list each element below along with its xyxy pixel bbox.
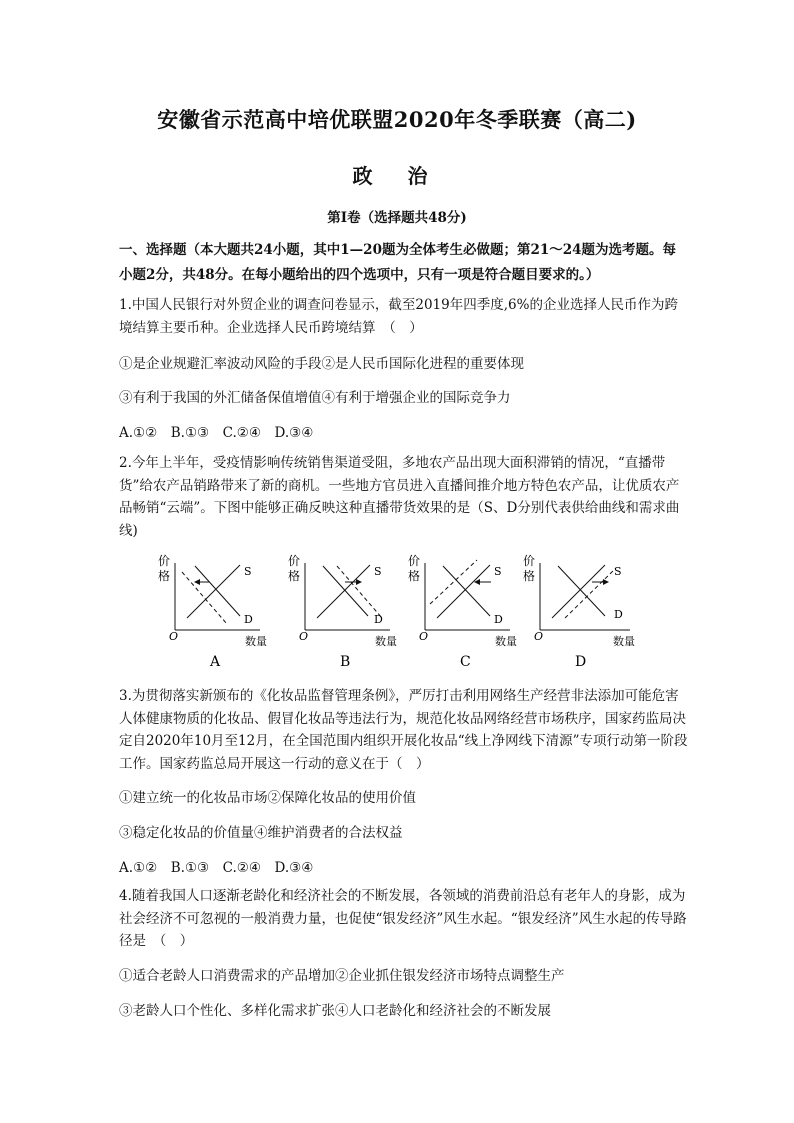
shifted-supply-curve	[430, 560, 477, 604]
supply-curve	[187, 565, 240, 618]
price-axis-label-1: 价	[523, 554, 536, 568]
price-axis-label-1: 价	[288, 554, 301, 568]
figures-svg	[155, 548, 645, 678]
price-axis-label-1: 价	[158, 554, 171, 568]
demand-label: D	[374, 613, 383, 626]
panel-label-d: D	[575, 654, 587, 670]
supply-demand-figures	[155, 548, 645, 678]
price-axis-label-2: 格	[288, 569, 301, 583]
quantity-axis-label: 数量	[613, 635, 635, 648]
question-3-stem: 3.为贯彻落实新颁布的《化妆品监督管理条例》，严厉打击利用网络生产经营非法添加可能危害人体健康物质的化妆品、假冒化妆品等违法行为，规范化妆品网络经营市场秩序，国家药监局决定自2020年10月至12月，在全国范围内组织开展化妆品“线上净网线下清源”专项行动第一阶段工作。国家药监总局开展这一行动的意义在于（ ）	[119, 688, 688, 772]
origin-label: O	[169, 630, 179, 643]
question-1-option-line-1: ①是企业规避汇率波动风险的手段②是人民币国际化进程的重要体现	[119, 356, 524, 372]
figure-panel-c	[408, 554, 517, 670]
question-3-option-line-1: ①建立统一的化妆品市场②保障化妆品的使用价值	[119, 790, 416, 806]
panel-label-c: C	[460, 654, 471, 670]
part-heading: 第I卷（选择题共48分)	[327, 210, 467, 226]
price-axis-label-2: 格	[408, 569, 421, 583]
price-axis-label-2: 格	[523, 569, 536, 583]
figure-panel-b	[288, 554, 397, 670]
demand-curve	[195, 566, 240, 616]
demand-curve	[558, 566, 605, 616]
demand-label: D	[494, 613, 503, 626]
supply-label: S	[494, 565, 502, 578]
supply-label: S	[374, 565, 382, 578]
subject-title: 政 治	[352, 164, 442, 188]
question-4-option-line-1: ①适合老龄人口消费需求的产品增加②企业抓住银发经济市场特点调整生产	[119, 968, 565, 984]
supply-label: S	[614, 565, 622, 578]
exam-title: 安徽省示范高中培优联盟2020年冬季联赛（高二)	[157, 107, 637, 132]
origin-label: O	[534, 630, 544, 643]
supply-label: S	[244, 565, 252, 578]
question-4-stem: 4.随着我国人口逐渐老龄化和经济社会的不断发展，各领域的消费前沿总有老年人的身影，成为社会经济不可忽视的一般消费力量，也促使“银发经济”风生水起。“银发经济”风生水起的传导路径是 （ ）	[119, 888, 687, 949]
supply-curve	[552, 565, 605, 618]
origin-label: O	[299, 630, 309, 643]
section-instructions: 一、选择题（本大题共24小题，其中1—20题为全体考生必做题；第21～24题为选考题。每小题2分，共48分。在每小题给出的四个选项中，只有一项是符合题目要求的。）	[119, 242, 677, 283]
question-1-choices: A.①② B.①③ C.②④ D.③④	[119, 425, 314, 441]
question-1-option-line-2: ③有利于我国的外汇储备保值增值④有利于增强企业的国际竞争力	[119, 390, 511, 406]
demand-label: D	[614, 608, 623, 621]
question-3-option-line-2: ③稳定化妆品的价值量④维护消费者的合法权益	[119, 825, 403, 841]
question-4-option-line-2: ③老龄人口个性化、多样化需求扩张④人口老龄化和经济社会的不断发展	[119, 1003, 551, 1019]
origin-label: O	[419, 630, 429, 643]
question-1-stem: 1.中国人民银行对外贸企业的调查问卷显示，截至2019年四季度,6%的企业选择人民币作为跨境结算主要币种。企业选择人民币跨境结算 （ ）	[119, 297, 678, 336]
panel-label-b: B	[340, 654, 351, 670]
price-axis-label-1: 价	[408, 554, 421, 568]
panel-label-a: A	[210, 654, 221, 670]
quantity-axis-label: 数量	[495, 635, 517, 648]
question-2-stem: 2.今年上半年，受疫情影响传统销售渠道受阻，多地农产品出现大面积滞销的情况，“直播带货”给农产品销路带来了新的商机。一些地方官员进入直播间推介地方特色农产品，让优质农产品畅销“云端”。下图中能够正确反映这种直播带货效果的是（S、D分别代表供给曲线和需求曲线)	[119, 455, 680, 539]
figure-panel-d	[523, 554, 635, 670]
quantity-axis-label: 数量	[245, 635, 267, 648]
question-3-choices: A.①② B.①③ C.②④ D.③④	[119, 860, 314, 876]
demand-label: D	[244, 613, 253, 626]
demand-curve	[443, 566, 490, 616]
price-axis-label-2: 格	[158, 569, 171, 583]
quantity-axis-label: 数量	[375, 635, 397, 648]
shifted-supply-curve	[565, 568, 616, 618]
figure-panel-a	[158, 554, 267, 670]
